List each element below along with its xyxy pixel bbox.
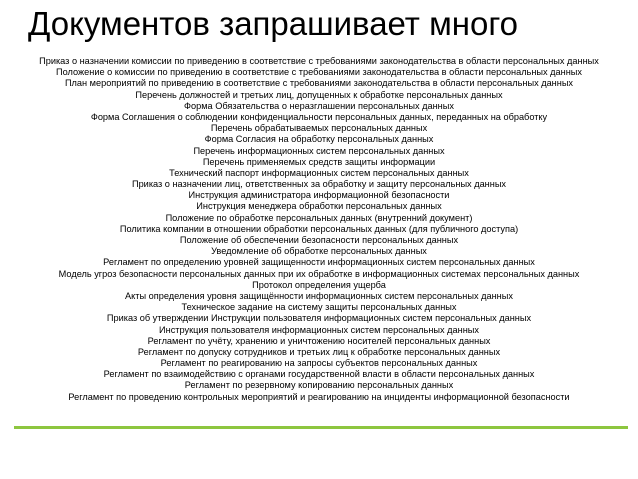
document-list-item: Перечень обрабатываемых персональных данных (210, 123, 428, 134)
document-list-item: Уведомление об обработке персональных данных (211, 246, 427, 257)
document-list-item: Форма Обязательства о неразглашении персональных данных (184, 100, 454, 111)
accent-divider (14, 426, 628, 429)
page-title: Документов запрашивает много (28, 5, 519, 42)
document-list-item: Форма Соглашения о соблюдении конфиденциальности персональных данных, переданных на обработку (90, 111, 548, 122)
document-list-item: Протокол определения ущерба (252, 279, 386, 290)
document-list-item: Акты определения уровня защищённости информационных систем персональных данных (125, 290, 513, 301)
document-list-item: Регламент по проведению контрольных мероприятий и реагированию на инциденты информационной безопасности (68, 391, 570, 402)
document-list-item: Форма Согласия на обработку персональных данных (204, 134, 434, 145)
document-list-item: Положение о комиссии по приведению в соответствие с требованиями законодательства в области персональных данных (56, 67, 582, 78)
document-list-item: План мероприятий по приведению в соответствие с требованиями законодательства в области персональных данных (64, 78, 574, 89)
document-list-item: Инструкция администратора информационной безопасности (188, 190, 450, 201)
document-list-item: Регламент по реагированию на запросы субъектов персональных данных (160, 358, 478, 369)
document-list-item: Положение об обеспечении безопасности персональных данных (179, 235, 459, 245)
document-list-item: Техническое задание на систему защиты персональных данных (181, 302, 457, 313)
document-list-item: Приказ о назначении комиссии по приведению в соответствие с требованиями законодательства в области персональных данных (39, 56, 599, 66)
document-list-item: Технический паспорт информационных систем персональных данных (169, 167, 469, 178)
document-list (0, 56, 638, 403)
document-list-item: Приказ о назначении лиц, ответственных за обработку и защиту персональных данных (131, 179, 507, 190)
document-list-item: Политика компании в отношении обработки персональных данных (для публичного доступа) (119, 223, 519, 234)
document-list-item: Инструкция менеджера обработки персональных данных (196, 201, 442, 212)
document-list-item: Регламент по допуску сотрудников и третьих лиц к обработке персональных данных (137, 346, 501, 357)
document-list-item: Модель угроз безопасности персональных данных при их обработке в информационных системах персональных данных (58, 268, 580, 279)
document-list-item: Приказ об утверждении Инструкции пользователя информационных систем персональных данных (106, 313, 532, 324)
document-list-item: Регламент по определению уровней защищенности информационных систем персональных данных (103, 257, 535, 268)
document-list-item: Регламент по взаимодействию с органами государственной власти в области персональных данных (103, 369, 535, 380)
document-list-item: Перечень применяемых средств защиты информации (202, 156, 436, 167)
document-list-item: Регламент по резервному копированию персональных данных (184, 380, 454, 391)
document-list-item: Перечень информационных систем персональных данных (193, 145, 445, 156)
document-list-item: Регламент по учёту, хранению и уничтожению носителей персональных данных (147, 335, 491, 346)
document-list-item: Положение по обработке персональных данных (внутренний документ) (165, 212, 473, 223)
document-list-item: Инструкция пользователя информационных систем персональных данных (159, 324, 479, 335)
document-list-item: Перечень должностей и третьих лиц, допущенных к обработке персональных данных (135, 89, 503, 100)
